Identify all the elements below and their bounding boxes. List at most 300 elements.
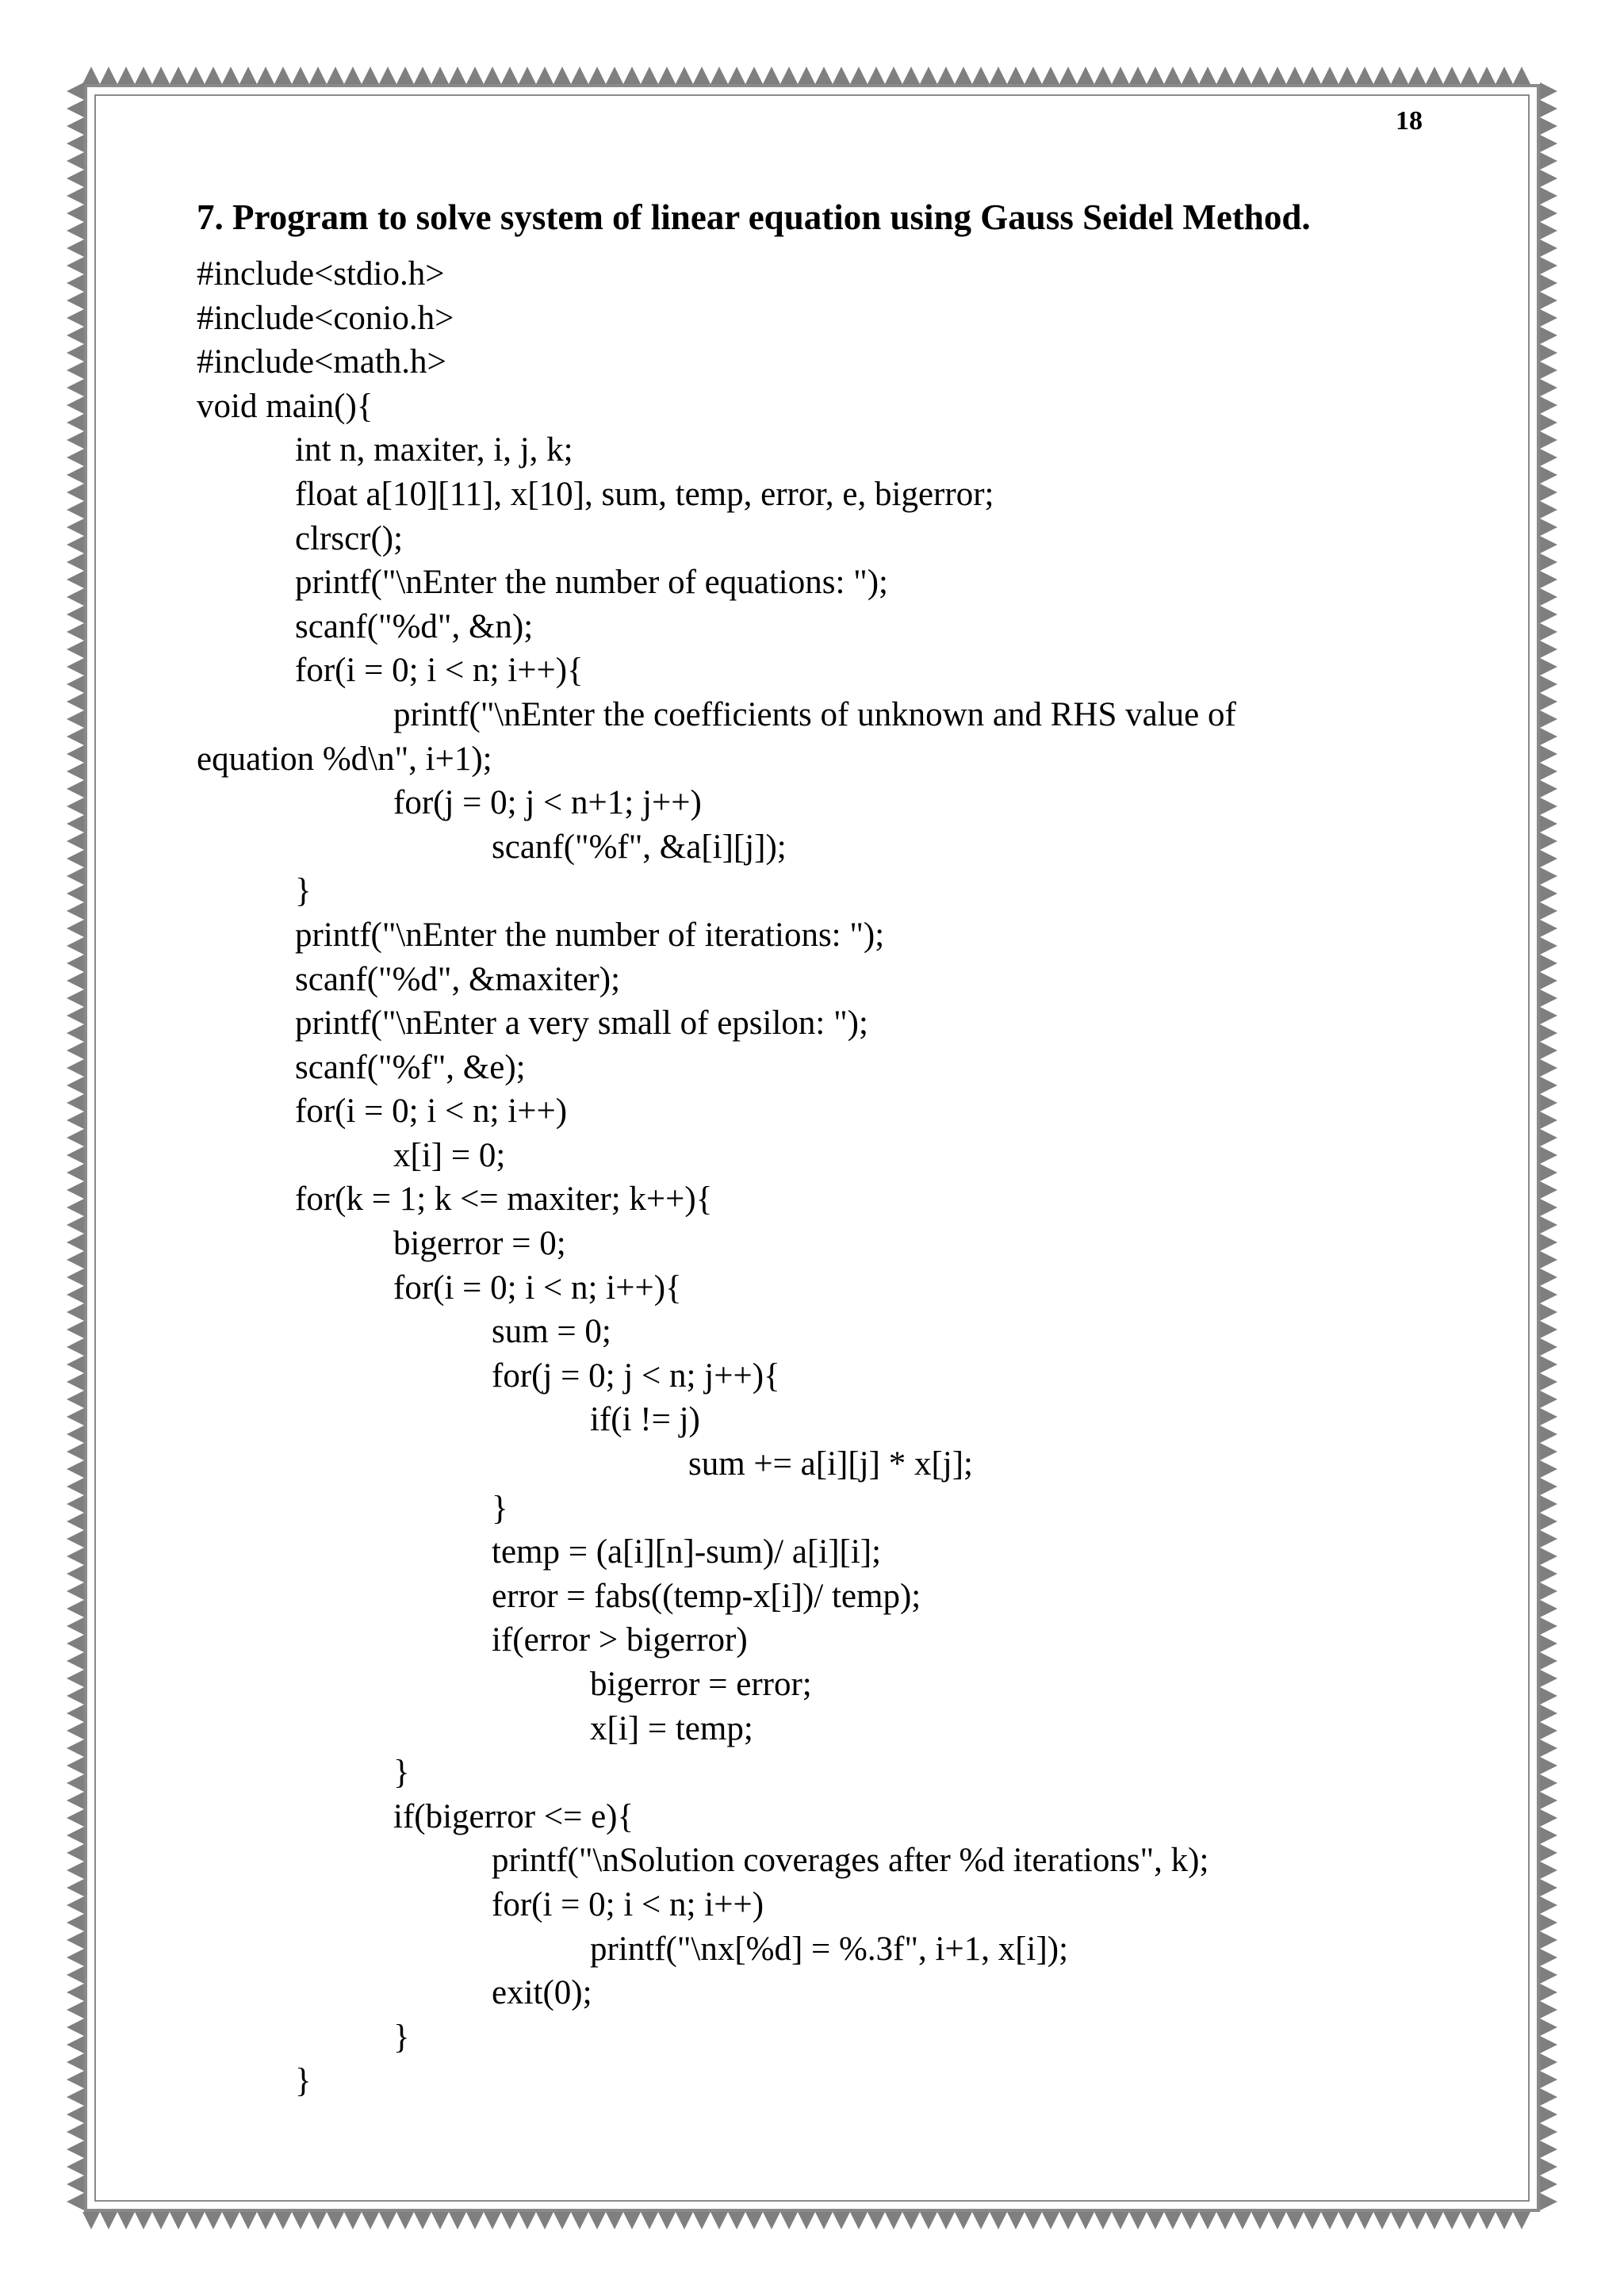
border-triangle xyxy=(67,571,84,588)
border-triangle xyxy=(67,693,84,710)
border-triangle xyxy=(1540,780,1557,798)
border-triangle xyxy=(710,67,728,84)
border-triangle xyxy=(1540,553,1557,571)
border-triangle xyxy=(1540,1112,1557,1129)
border-triangle xyxy=(1540,396,1557,414)
border-triangle xyxy=(1540,641,1557,658)
border-triangle xyxy=(1540,170,1557,187)
border-triangle xyxy=(1129,67,1147,84)
border-triangle xyxy=(67,1966,84,1984)
border-triangle xyxy=(67,1635,84,1652)
border-triangle xyxy=(67,1460,84,1478)
border-triangle xyxy=(431,67,449,84)
border-triangle xyxy=(1540,292,1557,309)
border-triangle xyxy=(990,2212,1007,2229)
border-triangle xyxy=(67,466,84,484)
code-line: scanf("%f", &a[i][j]); xyxy=(492,828,787,866)
border-triangle xyxy=(67,1007,84,1024)
border-triangle xyxy=(1540,327,1557,344)
border-triangle xyxy=(1540,1722,1557,1739)
border-triangle xyxy=(1234,67,1251,84)
border-triangle xyxy=(571,2212,588,2229)
border-triangle xyxy=(67,1862,84,1879)
border-triangle xyxy=(67,745,84,763)
border-triangle xyxy=(1540,2158,1557,2175)
border-triangle xyxy=(67,309,84,327)
border-triangle xyxy=(1286,67,1304,84)
border-triangle xyxy=(1059,67,1077,84)
border-triangle xyxy=(67,588,84,606)
border-triangle xyxy=(67,1146,84,1164)
border-triangle xyxy=(553,2212,571,2229)
border-triangle xyxy=(1540,1600,1557,1617)
border-triangle xyxy=(449,2212,466,2229)
border-triangle xyxy=(1007,2212,1025,2229)
border-triangle xyxy=(710,2212,728,2229)
border-triangle xyxy=(344,2212,362,2229)
border-triangle xyxy=(728,67,745,84)
border-triangle xyxy=(170,2212,187,2229)
border-triangle xyxy=(274,2212,292,2229)
border-triangle xyxy=(1540,623,1557,641)
border-triangle xyxy=(67,1914,84,1931)
border-top-triangles xyxy=(82,67,1530,84)
border-triangle xyxy=(1540,1269,1557,1286)
code-line: for(i = 0; i < n; i++){ xyxy=(393,1269,682,1307)
border-triangle xyxy=(1540,1460,1557,1478)
border-triangle xyxy=(1540,1949,1557,1966)
border-triangle xyxy=(519,2212,536,2229)
border-triangle xyxy=(658,67,676,84)
border-triangle xyxy=(187,2212,205,2229)
border-triangle xyxy=(519,67,536,84)
border-triangle xyxy=(67,1338,84,1356)
border-triangle xyxy=(67,1425,84,1443)
border-triangle xyxy=(67,1896,84,1914)
border-triangle xyxy=(1094,2212,1112,2229)
border-triangle xyxy=(1540,2001,1557,2019)
border-triangle xyxy=(1339,67,1356,84)
border-triangle xyxy=(1540,1495,1557,1513)
border-triangle xyxy=(67,972,84,989)
border-triangle xyxy=(1540,675,1557,693)
border-triangle xyxy=(850,67,868,84)
border-triangle xyxy=(1540,1356,1557,1373)
border-triangle xyxy=(1408,67,1426,84)
code-line: float a[10][11], x[10], sum, temp, error, e, bigerror; xyxy=(295,475,994,513)
border-triangle xyxy=(67,274,84,292)
border-triangle xyxy=(67,1792,84,1809)
border-triangle xyxy=(1540,1792,1557,1809)
border-triangle xyxy=(1182,67,1199,84)
code-listing xyxy=(197,252,1434,2103)
border-triangle xyxy=(588,2212,606,2229)
border-triangle xyxy=(1540,902,1557,920)
border-triangle xyxy=(623,2212,641,2229)
border-triangle xyxy=(1461,67,1478,84)
border-triangle xyxy=(67,728,84,745)
border-triangle xyxy=(937,67,955,84)
border-triangle xyxy=(1408,2212,1426,2229)
border-triangle xyxy=(1540,2141,1557,2158)
border-triangle xyxy=(693,67,710,84)
border-triangle xyxy=(1321,2212,1339,2229)
border-triangle xyxy=(1540,2071,1557,2088)
border-triangle xyxy=(67,396,84,414)
border-triangle xyxy=(1540,362,1557,379)
border-triangle xyxy=(67,1286,84,1303)
code-line: temp = (a[i][n]-sum)/ a[i][i]; xyxy=(492,1533,882,1571)
code-line: equation %d\n", i+1); xyxy=(197,740,492,778)
code-line: for(j = 0; j < n; j++){ xyxy=(492,1357,780,1395)
code-line: x[i] = temp; xyxy=(590,1709,753,1747)
border-triangle xyxy=(100,67,117,84)
border-triangle xyxy=(67,327,84,344)
border-triangle xyxy=(1540,1321,1557,1338)
border-triangle xyxy=(67,1984,84,2001)
border-triangle xyxy=(937,2212,955,2229)
border-triangle xyxy=(67,1931,84,1949)
border-triangle xyxy=(1443,67,1461,84)
border-triangle xyxy=(67,1705,84,1722)
border-triangle xyxy=(67,955,84,972)
code-line: sum = 0; xyxy=(492,1313,611,1351)
border-triangle xyxy=(67,1670,84,1687)
border-triangle xyxy=(67,2141,84,2158)
border-triangle xyxy=(67,414,84,431)
border-triangle xyxy=(1356,2212,1373,2229)
border-triangle xyxy=(187,67,205,84)
border-triangle xyxy=(67,2019,84,2036)
border-triangle xyxy=(239,2212,257,2229)
border-triangle xyxy=(67,222,84,239)
border-triangle xyxy=(431,2212,449,2229)
border-triangle xyxy=(67,379,84,396)
border-triangle xyxy=(1540,1216,1557,1234)
border-triangle xyxy=(1540,1146,1557,1164)
border-triangle xyxy=(1540,1914,1557,1931)
border-triangle xyxy=(641,2212,658,2229)
border-triangle xyxy=(815,2212,833,2229)
border-triangle xyxy=(588,67,606,84)
border-triangle xyxy=(67,501,84,519)
border-triangle xyxy=(67,1094,84,1112)
border-triangle xyxy=(67,902,84,920)
border-triangle xyxy=(1540,1513,1557,1530)
border-triangle xyxy=(67,658,84,675)
code-line: } xyxy=(492,1489,508,1527)
border-triangle xyxy=(1147,67,1164,84)
border-triangle xyxy=(152,2212,170,2229)
border-triangle xyxy=(67,1722,84,1739)
border-triangle xyxy=(1540,1931,1557,1949)
border-triangle xyxy=(1540,850,1557,867)
border-triangle xyxy=(902,67,920,84)
code-line: #include<math.h> xyxy=(197,343,446,381)
border-triangle xyxy=(379,67,396,84)
border-triangle xyxy=(1461,2212,1478,2229)
border-triangle xyxy=(1007,67,1025,84)
border-triangle xyxy=(67,205,84,222)
border-triangle xyxy=(1540,1303,1557,1321)
border-triangle xyxy=(1025,2212,1042,2229)
border-triangle xyxy=(67,1652,84,1670)
border-triangle xyxy=(67,1949,84,1966)
border-triangle xyxy=(606,2212,623,2229)
border-triangle xyxy=(67,135,84,152)
border-triangle xyxy=(1540,484,1557,501)
border-triangle xyxy=(414,2212,431,2229)
border-triangle xyxy=(67,2071,84,2088)
border-triangle xyxy=(67,1216,84,1234)
border-triangle xyxy=(67,1199,84,1216)
border-triangle xyxy=(67,675,84,693)
border-triangle xyxy=(67,1809,84,1827)
border-triangle xyxy=(1373,67,1391,84)
border-triangle xyxy=(1251,67,1269,84)
border-triangle xyxy=(1540,1966,1557,1984)
border-triangle xyxy=(1540,710,1557,728)
border-triangle xyxy=(1540,1129,1557,1146)
border-triangle xyxy=(990,67,1007,84)
border-triangle xyxy=(1540,1391,1557,1408)
border-triangle xyxy=(222,2212,239,2229)
code-line: x[i] = 0; xyxy=(393,1136,506,1174)
border-triangle xyxy=(67,2053,84,2071)
border-triangle xyxy=(67,920,84,937)
border-triangle xyxy=(1042,67,1059,84)
border-triangle xyxy=(1540,745,1557,763)
border-triangle xyxy=(67,1495,84,1513)
border-triangle xyxy=(1540,1181,1557,1199)
border-triangle xyxy=(1540,728,1557,745)
border-triangle xyxy=(955,2212,972,2229)
border-triangle xyxy=(379,2212,396,2229)
border-triangle xyxy=(67,1164,84,1181)
border-triangle xyxy=(1164,67,1182,84)
border-triangle xyxy=(205,67,222,84)
border-triangle xyxy=(798,2212,815,2229)
border-triangle xyxy=(1540,449,1557,466)
border-triangle xyxy=(257,67,274,84)
code-line: } xyxy=(393,1754,410,1792)
border-triangle xyxy=(1540,1582,1557,1600)
border-triangle xyxy=(1540,309,1557,327)
border-triangle xyxy=(536,67,553,84)
border-triangle xyxy=(1540,536,1557,553)
border-triangle xyxy=(67,1042,84,1059)
border-triangle xyxy=(745,2212,763,2229)
border-triangle xyxy=(152,67,170,84)
border-triangle xyxy=(1540,989,1557,1007)
border-triangle xyxy=(67,2123,84,2141)
border-triangle xyxy=(1540,1164,1557,1181)
border-triangle xyxy=(67,623,84,641)
border-triangle xyxy=(1443,2212,1461,2229)
border-triangle xyxy=(1540,1443,1557,1460)
border-triangle xyxy=(362,2212,379,2229)
border-triangle xyxy=(67,1251,84,1269)
border-triangle xyxy=(67,1443,84,1460)
border-triangle xyxy=(1540,1652,1557,1670)
border-triangle xyxy=(67,1408,84,1425)
border-triangle xyxy=(1234,2212,1251,2229)
border-triangle xyxy=(1540,519,1557,536)
border-triangle xyxy=(67,1356,84,1373)
border-triangle xyxy=(1513,2212,1530,2229)
border-triangle xyxy=(798,67,815,84)
border-triangle xyxy=(67,2193,84,2210)
border-triangle xyxy=(1540,1094,1557,1112)
border-triangle xyxy=(67,117,84,135)
code-line: bigerror = error; xyxy=(590,1666,812,1703)
border-triangle xyxy=(1540,972,1557,989)
border-triangle xyxy=(327,2212,344,2229)
border-triangle xyxy=(67,763,84,780)
border-triangle xyxy=(1356,67,1373,84)
border-triangle xyxy=(67,553,84,571)
border-triangle xyxy=(1540,1705,1557,1722)
border-triangle xyxy=(1478,67,1496,84)
border-triangle xyxy=(920,2212,937,2229)
border-triangle xyxy=(1540,1844,1557,1862)
border-triangle xyxy=(67,606,84,623)
border-triangle xyxy=(745,67,763,84)
border-triangle xyxy=(67,1879,84,1896)
border-triangle xyxy=(67,867,84,885)
border-triangle xyxy=(135,2212,152,2229)
border-triangle xyxy=(1129,2212,1147,2229)
code-line: } xyxy=(393,2018,410,2056)
border-triangle xyxy=(67,1077,84,1094)
border-triangle xyxy=(972,67,990,84)
border-triangle xyxy=(1540,1408,1557,1425)
border-triangle xyxy=(396,67,414,84)
border-triangle xyxy=(763,67,780,84)
border-triangle xyxy=(1147,2212,1164,2229)
border-triangle xyxy=(676,2212,693,2229)
border-triangle xyxy=(67,449,84,466)
border-triangle xyxy=(1540,571,1557,588)
border-triangle xyxy=(67,1617,84,1635)
border-triangle xyxy=(1540,937,1557,955)
code-line: void main(){ xyxy=(197,387,373,425)
code-line: scanf("%d", &n); xyxy=(295,607,534,645)
border-triangle xyxy=(1112,2212,1129,2229)
border-triangle xyxy=(222,67,239,84)
border-triangle xyxy=(67,798,84,815)
code-line: printf("\nEnter the coefficients of unknown and RHS value of xyxy=(393,695,1236,733)
border-triangle xyxy=(67,1827,84,1844)
border-triangle xyxy=(67,780,84,798)
border-triangle xyxy=(67,1548,84,1565)
border-triangle xyxy=(1321,67,1339,84)
border-triangle xyxy=(780,67,798,84)
border-triangle xyxy=(623,67,641,84)
border-triangle xyxy=(1164,2212,1182,2229)
border-triangle xyxy=(1540,501,1557,519)
code-line: scanf("%f", &e); xyxy=(295,1048,526,1086)
border-triangle xyxy=(135,67,152,84)
code-line: for(i = 0; i < n; i++) xyxy=(295,1093,568,1131)
border-triangle xyxy=(1540,187,1557,205)
border-triangle xyxy=(1391,2212,1408,2229)
code-line: scanf("%d", &maxiter); xyxy=(295,960,621,998)
border-triangle xyxy=(292,67,309,84)
border-triangle xyxy=(1540,239,1557,257)
border-triangle xyxy=(1540,1199,1557,1216)
border-triangle xyxy=(850,2212,868,2229)
code-line: printf("\nx[%d] = %.3f", i+1, x[i]); xyxy=(590,1930,1069,1968)
border-triangle xyxy=(1540,867,1557,885)
border-triangle xyxy=(449,67,466,84)
code-line: printf("\nSolution coverages after %d iterations", k); xyxy=(492,1842,1209,1880)
border-triangle xyxy=(1251,2212,1269,2229)
border-triangle xyxy=(1540,1373,1557,1391)
border-triangle xyxy=(902,2212,920,2229)
border-triangle xyxy=(67,257,84,274)
border-triangle xyxy=(1540,1059,1557,1077)
border-triangle xyxy=(67,2036,84,2053)
border-triangle xyxy=(1304,2212,1321,2229)
border-triangle xyxy=(414,67,431,84)
border-triangle xyxy=(1286,2212,1304,2229)
border-triangle xyxy=(67,815,84,832)
border-triangle xyxy=(1540,658,1557,675)
border-triangle xyxy=(1540,1617,1557,1635)
code-line: if(error > bigerror) xyxy=(492,1621,748,1659)
border-triangle xyxy=(396,2212,414,2229)
border-triangle xyxy=(1540,955,1557,972)
border-triangle xyxy=(1540,257,1557,274)
border-triangle xyxy=(1540,763,1557,780)
border-triangle xyxy=(1540,431,1557,449)
border-triangle xyxy=(1391,67,1408,84)
border-triangle xyxy=(1540,2123,1557,2141)
border-triangle xyxy=(885,2212,902,2229)
border-triangle xyxy=(67,362,84,379)
border-triangle xyxy=(641,67,658,84)
border-triangle xyxy=(1199,2212,1216,2229)
border-triangle xyxy=(67,641,84,658)
code-line: #include<conio.h> xyxy=(197,299,454,337)
border-triangle xyxy=(1540,82,1557,100)
border-triangle xyxy=(1025,67,1042,84)
border-triangle xyxy=(484,2212,501,2229)
border-triangle xyxy=(67,1391,84,1408)
border-triangle xyxy=(239,67,257,84)
code-line: for(i = 0; i < n; i++) xyxy=(492,1885,764,1923)
border-triangle xyxy=(67,710,84,728)
border-triangle xyxy=(67,1687,84,1705)
border-triangle xyxy=(536,2212,553,2229)
border-triangle xyxy=(1042,2212,1059,2229)
border-triangle xyxy=(1540,798,1557,815)
border-triangle xyxy=(67,1373,84,1391)
border-triangle xyxy=(1540,152,1557,170)
border-triangle xyxy=(67,937,84,955)
border-triangle xyxy=(67,2106,84,2123)
border-triangle xyxy=(1540,466,1557,484)
border-triangle xyxy=(693,2212,710,2229)
border-triangle xyxy=(553,67,571,84)
border-triangle xyxy=(501,2212,519,2229)
code-line: printf("\nEnter the number of iterations: "); xyxy=(295,916,885,954)
border-triangle xyxy=(1540,2193,1557,2210)
border-triangle xyxy=(833,67,850,84)
border-triangle xyxy=(67,1844,84,1862)
border-triangle xyxy=(117,67,135,84)
